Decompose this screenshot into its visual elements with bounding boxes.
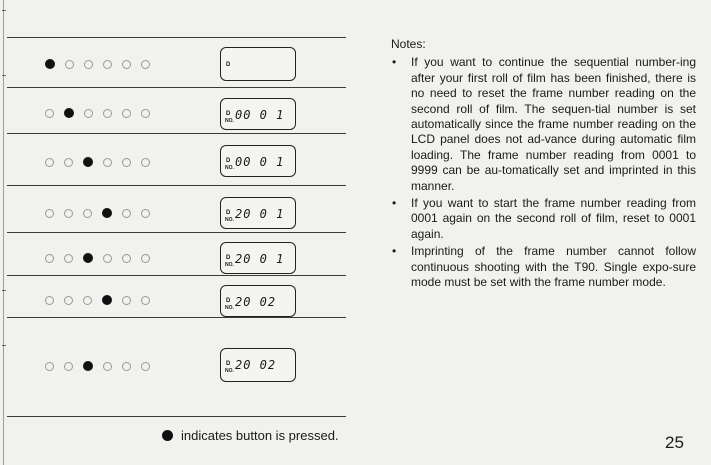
pressed-dot-icon [102,295,112,305]
lcd-frame-number: 20 02 [235,358,277,372]
unpressed-dot-icon [141,209,150,218]
diagram-row [7,185,346,232]
unpressed-dot-icon [103,254,112,263]
edge-mark [2,345,6,346]
unpressed-dot-icon [141,254,150,263]
pressed-dot-icon [83,361,93,371]
lcd-panel [220,348,296,382]
bullet-icon: • [392,196,397,211]
lcd-number-indicator: NO. [225,118,234,124]
unpressed-dot-icon [64,209,73,218]
note-item [391,244,696,290]
lcd-panel [220,285,296,317]
legend-text: indicates button is pressed. [181,428,339,443]
unpressed-dot-icon [84,60,93,69]
unpressed-dot-icon [141,60,150,69]
note-text: If you want to start the frame number reading from 0001 again on the second roll of film, reset to 0001 again. [411,196,696,241]
unpressed-dot-icon [65,60,74,69]
pressed-dot-icon [162,430,173,441]
unpressed-dot-icon [64,296,73,305]
note-item [391,196,696,242]
unpressed-dot-icon [141,158,150,167]
lcd-panel [220,145,296,177]
lcd-date-indicator: D [226,62,231,68]
notes-list [391,55,696,290]
pressed-dot-icon [83,157,93,167]
lcd-number-indicator: NO. [225,368,234,374]
unpressed-dot-icon [122,158,131,167]
lcd-frame-number: 20 0 1 [235,207,285,221]
unpressed-dot-icon [122,109,131,118]
unpressed-dot-icon [45,109,54,118]
unpressed-dot-icon [103,362,112,371]
unpressed-dot-icon [122,254,131,263]
legend [162,428,339,443]
lcd-date-indicator: D [226,255,231,261]
lcd-panel [220,47,296,81]
unpressed-dot-icon [103,109,112,118]
unpressed-dot-icon [103,158,112,167]
lcd-panel [220,242,296,274]
note-text: If you want to continue the sequential number-ing after your first roll of film has been finished, there is no need to reset the frame number reading on the second roll of film. The sequen-tial number is set automatically since the frame number reading on the LCD panel does not ad-vance during automatic film loading. The frame number reading from 0001 to 9999 can be au-tomatically set and imprinted in this manner. [411,55,696,193]
unpressed-dot-icon [45,296,54,305]
lcd-date-indicator: D [226,210,231,216]
edge-mark [2,10,6,11]
diagram-row [7,232,346,275]
button-indicator-group [45,108,150,118]
unpressed-dot-icon [141,296,150,305]
lcd-date-indicator: D [226,361,231,367]
unpressed-dot-icon [64,362,73,371]
pressed-dot-icon [64,108,74,118]
lcd-frame-number: 20 0 1 [235,252,285,266]
lcd-date-indicator: D [226,111,231,117]
pressed-dot-icon [83,253,93,263]
unpressed-dot-icon [141,109,150,118]
lcd-frame-number: 20 02 [235,295,277,309]
pressed-dot-icon [45,59,55,69]
button-indicator-group [45,59,150,69]
lcd-frame-number: 00 0 1 [235,155,285,169]
page-number: 25 [665,433,684,452]
unpressed-dot-icon [45,254,54,263]
bullet-icon: • [392,55,397,70]
unpressed-dot-icon [45,362,54,371]
unpressed-dot-icon [103,60,112,69]
edge-mark [2,75,6,76]
unpressed-dot-icon [45,158,54,167]
unpressed-dot-icon [64,254,73,263]
binding-edge [3,0,4,465]
diagram-row [7,133,346,185]
diagram-row [7,275,346,317]
unpressed-dot-icon [122,60,131,69]
unpressed-dot-icon [122,209,131,218]
diagram-row [7,317,346,417]
lcd-panel [220,197,296,229]
button-indicator-group [45,253,150,263]
button-indicator-group [45,361,150,371]
button-indicator-group [45,208,150,218]
unpressed-dot-icon [64,158,73,167]
note-text: Imprinting of the frame number cannot follow continuous shooting with the T90. Single expo-sure mode must be set with the frame number mode. [411,244,696,290]
unpressed-dot-icon [83,296,92,305]
diagram-row [7,37,346,87]
button-indicator-group [45,295,150,305]
pressed-dot-icon [102,208,112,218]
edge-mark [2,290,6,291]
diagram-row [7,87,346,133]
unpressed-dot-icon [122,362,131,371]
button-indicator-group [45,157,150,167]
unpressed-dot-icon [141,362,150,371]
lcd-number-indicator: NO. [225,305,234,311]
unpressed-dot-icon [83,209,92,218]
lcd-number-indicator: NO. [225,217,234,223]
unpressed-dot-icon [84,109,93,118]
lcd-panel [220,98,296,130]
notes-section [391,37,696,293]
unpressed-dot-icon [122,296,131,305]
lcd-date-indicator: D [226,158,231,164]
lcd-frame-number: 00 0 1 [235,108,285,122]
lcd-date-indicator: D [226,298,231,304]
note-item [391,55,696,194]
frame-number-diagram [7,37,346,417]
bullet-icon: • [392,244,397,259]
lcd-number-indicator: NO. [225,165,234,171]
notes-title: Notes: [391,37,426,51]
unpressed-dot-icon [45,209,54,218]
lcd-number-indicator: NO. [225,262,234,268]
